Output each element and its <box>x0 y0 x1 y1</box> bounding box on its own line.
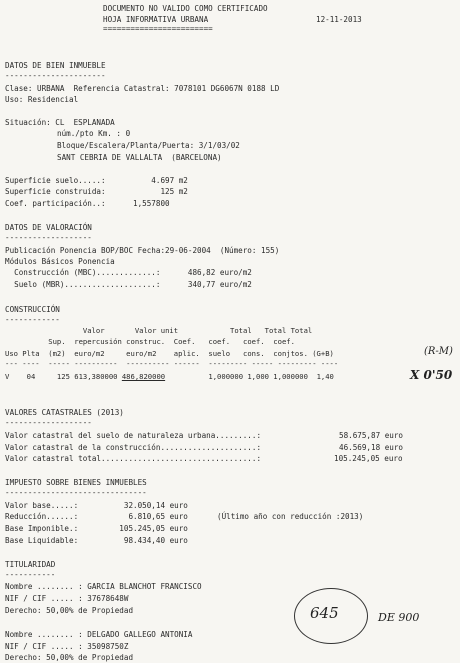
document-title: DOCUMENTO NO VALIDO COMO CERTIFICADO <box>103 4 268 13</box>
valor-suelo-value: 58.675,87 euro <box>339 431 404 440</box>
valor-suelo-label: Valor catastral del suelo de naturaleza urbana.........: <box>5 431 262 440</box>
titular-2-nombre: Nombre ........ : DELGADO GALLEGO ANTONIA <box>5 630 193 639</box>
handwritten-de-900: DE 900 <box>378 611 420 624</box>
section-heading-construccion: CONSTRUCCIÓN <box>5 305 60 314</box>
table-header-row-2: Sup. repercusión construc. Coef. coef. coef. coef. <box>5 337 295 346</box>
base-imponible: Base Imponible.: 105.245,05 euro <box>5 524 188 533</box>
superficie-construida: Superficie construida: 125 m2 <box>5 187 188 196</box>
titular-1-derecho: Derecho: 50,00% de Propiedad <box>5 606 134 615</box>
row-prefix: V 04 125 613,380000 <box>5 372 122 381</box>
coef-participacion: Coef. participación..: 1,557800 <box>5 199 170 208</box>
clase-line: Clase: URBANA Referencia Catastral: 7078101 DG6067N 0188 LD <box>5 84 280 93</box>
document-subtitle: HOJA INFORMATIVA URBANA <box>103 15 209 24</box>
section-rule: ----------- <box>5 570 56 579</box>
section-rule: ---------------------- <box>5 71 106 80</box>
section-rule: ------------ <box>5 315 60 324</box>
reduccion: Reducción......: 6.810,65 euro <box>5 512 188 521</box>
valor-base: Valor base.....: 32.050,14 euro <box>5 501 188 510</box>
table-header-row-3: Uso Plta (m2) euro/m2 euro/m2 aplic. suelo cons. conjtos. (G+B) <box>5 349 334 358</box>
section-heading-valores: VALORES CATASTRALES (2013) <box>5 408 124 417</box>
bloque-line: Bloque/Escalera/Planta/Puerta: 3/1/03/02 <box>57 141 240 150</box>
table-header-row-1: Valor Valor unit Total Total Total <box>5 326 313 335</box>
row-underlined-value: 486,820000 <box>121 372 166 381</box>
handwritten-rm: (R-M) <box>424 346 453 357</box>
table-dashes: --- ---- ----- ---------- ---------- ------ --------- ----- --------- ---- <box>5 359 339 368</box>
section-rule: ------------------------------- <box>5 488 147 497</box>
numero-line: núm./pto Km. : 0 <box>57 129 131 138</box>
valor-construccion-value: 46.569,18 euro <box>339 443 404 452</box>
titular-2-derecho: Derecho: 50,00% de Propiedad <box>5 653 134 662</box>
ponencia-line: Publicación Ponencia BOP/BOC Fecha:29-06-2004 (Número: 155) <box>5 246 280 255</box>
section-heading-bien: DATOS DE BIEN INMUEBLE <box>5 61 106 70</box>
valor-construccion-label: Valor catastral de la construcción.....................: <box>5 443 262 452</box>
valor-total-value: 105.245,05 euro <box>334 454 403 463</box>
titular-2-nif: NIF / CIF ..... : 35098750Z <box>5 642 129 651</box>
title-rule: ======================== <box>103 24 213 33</box>
reduccion-note: (Último año con reducción :2013) <box>217 512 364 521</box>
base-liquidable: Base Liquidable: 98.434,40 euro <box>5 536 188 545</box>
titular-1-nombre: Nombre ........ : GARCIA BLANCHOT FRANCISCO <box>5 582 202 591</box>
document-date: 12-11-2013 <box>316 15 362 24</box>
section-heading-valoracion: DATOS DE VALORACIÓN <box>5 223 92 232</box>
section-heading-titularidad: TITULARIDAD <box>5 560 56 569</box>
section-rule: ------------------- <box>5 418 92 427</box>
mbc-line: Construcción (MBC).............: 486,82 euro/m2 <box>5 268 252 277</box>
handwritten-circled-number: 645 <box>310 604 339 622</box>
handwritten-factor: X 0'50 <box>410 368 453 382</box>
municipio-line: SANT CEBRIA DE VALLALTA (BARCELONA) <box>57 153 222 162</box>
row-suffix: 1,000000 1,000 1,000000 1,40 <box>165 372 334 381</box>
situacion-line: Situación: CL ESPLANADA <box>5 118 115 127</box>
superficie-suelo: Superficie suelo.....: 4.697 m2 <box>5 176 188 185</box>
section-rule: ------------------- <box>5 233 92 242</box>
uso-line: Uso: Residencial <box>5 95 79 104</box>
valor-total-label: Valor catastral total..................................: <box>5 454 262 463</box>
section-heading-impuesto: IMPUESTO SOBRE BIENES INMUEBLES <box>5 478 147 487</box>
modulos-line: Módulos Básicos Ponencia <box>5 257 115 266</box>
table-row <box>5 373 334 380</box>
titular-1-nif: NIF / CIF ..... : 37678648W <box>5 594 129 603</box>
mbr-line: Suelo (MBR)....................: 340,77 euro/m2 <box>5 280 252 289</box>
